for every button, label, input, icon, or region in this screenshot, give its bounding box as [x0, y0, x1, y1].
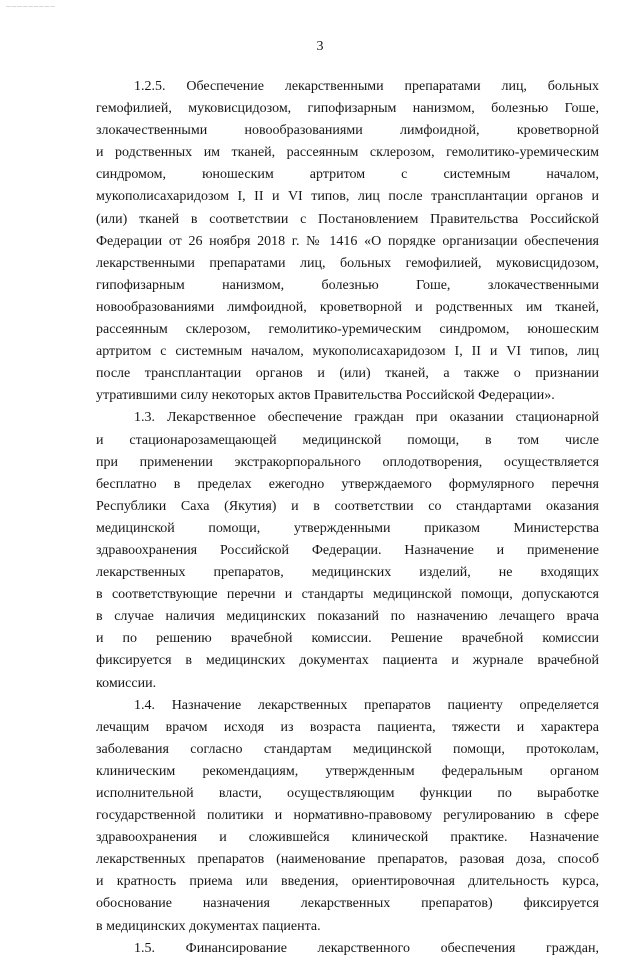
- text-line: обоснование назначения лекарственных препаратов) фиксируется: [96, 896, 599, 912]
- text-line: в соответствующие перечни и стандарты медицинской помощи, допускаются: [96, 587, 599, 603]
- text-line: комиссии.: [96, 675, 157, 691]
- text-line: мукополисахаридозом I, II и VI типов, лиц после трансплантации органов и: [96, 189, 599, 205]
- scan-mark: —————————: [6, 4, 56, 10]
- text-line: и стационарозамещающей медицинской помощи, в том числе: [96, 432, 599, 448]
- text-line: государственной политики и нормативно-правовому регулированию в сфере: [96, 808, 599, 824]
- paragraph-1-5: [96, 938, 599, 960]
- text-line: и кратность приема или введения, ориентировочная длительность курса,: [96, 874, 599, 890]
- text-line: рассеянным склерозом, гемолитико-уремическим синдромом, юношеским: [96, 322, 599, 338]
- text-line: и родственных им тканей, рассеянным склерозом, гемолитико-уремическим: [96, 145, 599, 161]
- text-line: 1.5. Финансирование лекарственного обеспечения граждан,: [134, 940, 599, 956]
- text-line: после трансплантации органов и (или) тканей, а также о признании: [96, 366, 599, 382]
- text-line: заболевания согласно стандартам медицинской помощи, протоколам,: [96, 741, 599, 757]
- text-line: (или) тканей в соответствии с Постановлением Правительства Российской: [96, 211, 599, 227]
- text-line: здравоохранения и сложившейся клинической практике. Назначение: [96, 830, 599, 846]
- text-line: новообразованиями лимфоидной, кроветворной и родственных им тканей,: [96, 299, 599, 315]
- text-line: лекарственными препаратами лиц, больных гемофилией, муковисцидозом,: [96, 255, 599, 271]
- text-line: лечащим врачом исходя из возраста пациента, тяжести и характера: [96, 719, 599, 735]
- paragraph-1-4: [96, 695, 599, 938]
- text-line: 1.3. Лекарственное обеспечение граждан при оказании стационарной: [134, 410, 599, 426]
- paragraph-1-2-5: [96, 76, 599, 407]
- document-body: [96, 76, 599, 960]
- text-line: здравоохранения Российской Федерации. Назначение и применение: [96, 542, 599, 558]
- text-line: 1.4. Назначение лекарственных препаратов пациенту определяется: [134, 697, 599, 713]
- text-line: гемофилией, муковисцидозом, гипофизарным нанизмом, болезнью Гоше,: [96, 101, 599, 117]
- text-line: синдромом, юношеским артритом с системным началом,: [96, 167, 599, 183]
- text-line: медицинской помощи, утвержденными приказом Министерства: [96, 520, 599, 536]
- text-line: утратившими силу некоторых актов Правительства Российской Федерации».: [96, 388, 555, 404]
- text-line: злокачественными новообразованиями лимфоидной, кроветворной: [96, 123, 599, 139]
- page-number: 3: [316, 39, 324, 54]
- text-line: Республики Саха (Якутия) и в соответствии со стандартами оказания: [96, 498, 599, 514]
- text-line: артритом с системным началом, мукополисахаридозом I, II и VI типов, лиц: [96, 344, 599, 360]
- text-line: бесплатно в пределах ежегодно утверждаемого формулярного перечня: [96, 476, 599, 492]
- text-line: исполнительной власти, осуществляющим функции по выработке: [96, 786, 599, 801]
- text-line: Федерации от 26 ноября 2018 г. № 1416 «О порядке организации обеспечения: [96, 233, 599, 249]
- text-line: в случае наличия медицинских показаний по назначению лечащего врача: [96, 609, 599, 625]
- text-line: гипофизарным нанизмом, болезнью Гоше, злокачественными: [96, 277, 599, 293]
- text-line: клиническим рекомендациям, утвержденным федеральным органом: [96, 763, 599, 779]
- text-line: фиксируется в медицинских документах пациента и журнале врачебной: [96, 653, 599, 669]
- text-line: при применении экстракорпорального оплодотворения, осуществляется: [96, 454, 599, 470]
- text-line: 1.2.5. Обеспечение лекарственными препаратами лиц, больных: [134, 79, 599, 94]
- text-line: и по решению врачебной комиссии. Решение врачебной комиссии: [96, 631, 599, 647]
- paragraph-1-3: [96, 407, 599, 694]
- text-line: в медицинских документах пациента.: [96, 918, 321, 934]
- text-line: лекарственных препаратов (наименование препаратов, разовая доза, способ: [96, 852, 599, 868]
- text-line: лекарственных препаратов, медицинских изделий, не входящих: [96, 565, 599, 581]
